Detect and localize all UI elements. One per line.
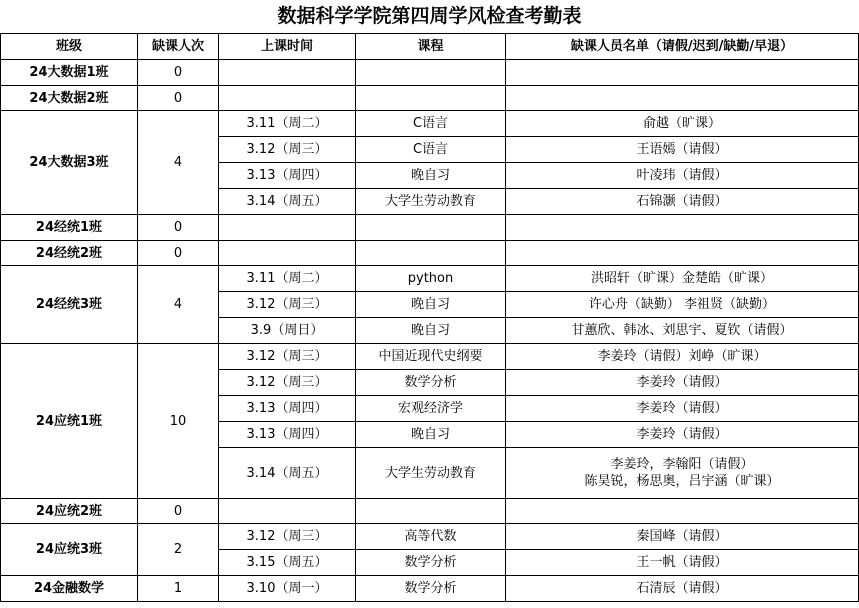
names-cell: 洪昭轩（旷课）金楚皓（旷课） — [506, 266, 859, 292]
table-row — [1, 111, 859, 137]
time-cell — [219, 215, 356, 241]
table-row — [1, 86, 859, 111]
time-cell: 3.13（周四） — [219, 422, 356, 448]
time-cell: 3.9（周日） — [219, 318, 356, 344]
time-cell: 3.12（周三） — [219, 344, 356, 370]
absent-count-cell: 4 — [138, 266, 219, 344]
time-cell: 3.15（周五） — [219, 550, 356, 576]
absent-count-cell: 10 — [138, 344, 219, 499]
table-row — [1, 266, 859, 292]
class-cell: 24金融数学 — [1, 576, 138, 602]
time-cell: 3.11（周二） — [219, 111, 356, 137]
names-cell — [506, 86, 859, 111]
names-cell: 石锦灏（请假） — [506, 189, 859, 215]
time-cell: 3.13（周四） — [219, 163, 356, 189]
time-cell: 3.12（周三） — [219, 137, 356, 163]
absent-count-cell: 1 — [138, 576, 219, 602]
time-cell: 3.12（周三） — [219, 370, 356, 396]
names-cell: 石清辰（请假） — [506, 576, 859, 602]
course-cell: C语言 — [356, 111, 506, 137]
names-cell: 许心舟（缺勤） 李祖贤（缺勤） — [506, 292, 859, 318]
course-cell: 晚自习 — [356, 422, 506, 448]
names-cell: 李姜玲（请假） — [506, 370, 859, 396]
names-cell: 李姜玲（请假） — [506, 422, 859, 448]
names-cell: 王一帆（请假） — [506, 550, 859, 576]
class-cell: 24经统1班 — [1, 215, 138, 241]
class-cell: 24经统2班 — [1, 241, 138, 266]
course-cell: 高等代数 — [356, 524, 506, 550]
header-course: 课程 — [356, 34, 506, 60]
header-absent-count: 缺课人次 — [138, 34, 219, 60]
course-cell — [356, 499, 506, 524]
class-cell: 24大数据3班 — [1, 111, 138, 215]
table-row — [1, 241, 859, 266]
course-cell: 数学分析 — [356, 370, 506, 396]
time-cell: 3.13（周四） — [219, 396, 356, 422]
names-cell: 李姜玲（请假） — [506, 396, 859, 422]
table-row — [1, 215, 859, 241]
absent-count-cell: 0 — [138, 60, 219, 86]
time-cell — [219, 60, 356, 86]
course-cell — [356, 215, 506, 241]
names-cell — [506, 241, 859, 266]
absent-count-cell: 0 — [138, 241, 219, 266]
course-cell: 晚自习 — [356, 318, 506, 344]
header-row — [1, 34, 859, 60]
names-cell: 王语嫣（请假） — [506, 137, 859, 163]
absent-count-cell: 2 — [138, 524, 219, 576]
names-cell: 叶凌玮（请假） — [506, 163, 859, 189]
names-cell: 李姜玲（请假）刘峥（旷课） — [506, 344, 859, 370]
attendance-table — [0, 33, 859, 602]
course-cell: 宏观经济学 — [356, 396, 506, 422]
header-time: 上课时间 — [219, 34, 356, 60]
time-cell: 3.12（周三） — [219, 292, 356, 318]
table-row — [1, 576, 859, 602]
table-row — [1, 60, 859, 86]
header-names: 缺课人员名单（请假/迟到/缺勤/早退） — [506, 34, 859, 60]
time-cell — [219, 86, 356, 111]
class-cell: 24应统2班 — [1, 499, 138, 524]
time-cell: 3.12（周三） — [219, 524, 356, 550]
absent-count-cell: 0 — [138, 499, 219, 524]
names-cell — [506, 448, 859, 499]
course-cell: 大学生劳动教育 — [356, 189, 506, 215]
table-row — [1, 344, 859, 370]
class-cell: 24经统3班 — [1, 266, 138, 344]
names-cell: 俞越（旷课） — [506, 111, 859, 137]
names-cell — [506, 215, 859, 241]
course-cell: python — [356, 266, 506, 292]
time-cell: 3.14（周五） — [219, 189, 356, 215]
absent-count-cell: 0 — [138, 86, 219, 111]
absent-count-cell: 0 — [138, 215, 219, 241]
names-line: 陈昊锐，杨思奥，吕宇涵（旷课） — [584, 474, 780, 489]
time-cell — [219, 499, 356, 524]
time-cell: 3.11（周二） — [219, 266, 356, 292]
table-row — [1, 524, 859, 550]
course-cell: 数学分析 — [356, 576, 506, 602]
time-cell — [219, 241, 356, 266]
time-cell: 3.14（周五） — [219, 448, 356, 499]
course-cell — [356, 241, 506, 266]
header-class: 班级 — [1, 34, 138, 60]
class-cell: 24应统3班 — [1, 524, 138, 576]
class-cell: 24应统1班 — [1, 344, 138, 499]
table-row — [1, 499, 859, 524]
class-cell: 24大数据2班 — [1, 86, 138, 111]
course-cell: 大学生劳动教育 — [356, 448, 506, 499]
course-cell: C语言 — [356, 137, 506, 163]
course-cell: 晚自习 — [356, 163, 506, 189]
absent-count-cell: 4 — [138, 111, 219, 215]
class-cell: 24大数据1班 — [1, 60, 138, 86]
course-cell — [356, 86, 506, 111]
names-cell — [506, 60, 859, 86]
names-line: 李姜玲，李翰阳（请假） — [610, 457, 754, 472]
course-cell — [356, 60, 506, 86]
course-cell: 中国近现代史纲要 — [356, 344, 506, 370]
names-cell — [506, 499, 859, 524]
time-cell: 3.10（周一） — [219, 576, 356, 602]
names-cell: 秦国峰（请假） — [506, 524, 859, 550]
table-body — [1, 60, 859, 602]
course-cell: 晚自习 — [356, 292, 506, 318]
sheet-title: 数据科学学院第四周学风检查考勤表 — [277, 5, 582, 27]
course-cell: 数学分析 — [356, 550, 506, 576]
names-cell: 甘蕙欣、韩冰、刘思宇、夏钦（请假） — [506, 318, 859, 344]
